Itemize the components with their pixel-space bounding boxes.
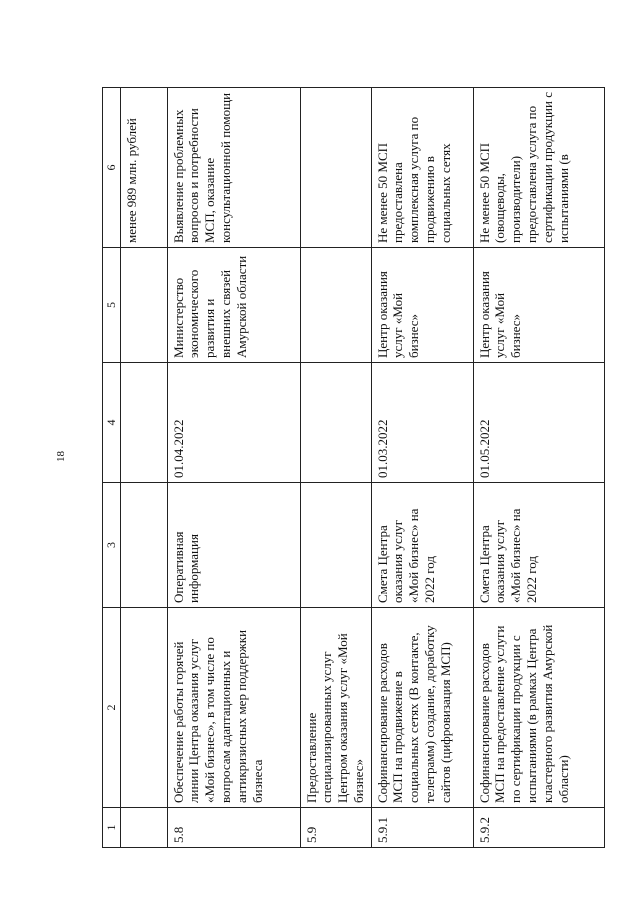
cell-activity: Софинансирование расходов МСП на продвижение в социальных сетях (В контакте, телеграмм) создание, доработку сайтов (цифровизация МСП) [371, 608, 473, 808]
table-row [473, 88, 604, 848]
table-row-continuation [120, 88, 167, 848]
rotated-page-content [102, 88, 607, 848]
cell-result [300, 88, 371, 248]
cell-empty [120, 363, 167, 483]
cell-number: 5.9.2 [473, 808, 604, 848]
header-col-6: 6 [103, 88, 121, 248]
cell-empty [120, 808, 167, 848]
cell-document: Смета Центра оказания услуг «Мой бизнес» на 2022 год [371, 483, 473, 608]
table-row [167, 88, 300, 848]
cell-date: 01.04.2022 [167, 363, 300, 483]
cell-activity: Софинансирование расходов МСП на предоставление услуги по сертификации продукции с испытаниями (в рамках Центра кластерного развития Амурской области) [473, 608, 604, 808]
cell-empty [120, 608, 167, 808]
cell-result: Не менее 50 МСП предоставлена комплексная услуга по продвижению в социальных сетях [371, 88, 473, 248]
cell-number: 5.9.1 [371, 808, 473, 848]
cell-date: 01.05.2022 [473, 363, 604, 483]
cell-document [300, 483, 371, 608]
header-col-4: 4 [103, 363, 121, 483]
cell-number: 5.9 [300, 808, 371, 848]
cell-document: Смета Центра оказания услуг «Мой бизнес» на 2022 год [473, 483, 604, 608]
cell-date: 01.03.2022 [371, 363, 473, 483]
cell-result: Не менее 50 МСП (овощеводы, производители) предоставлена услуга по сертификации продукции с испытаниями (в [473, 88, 604, 248]
cell-responsible [300, 248, 371, 363]
cell-empty [120, 483, 167, 608]
header-col-5: 5 [103, 248, 121, 363]
table-row [371, 88, 473, 848]
cell-result: Выявление проблемных вопросов и потребности МСП, оказание консультационной помощи [167, 88, 300, 248]
cell-responsible: Центр оказания услуг «Мой бизнес» [371, 248, 473, 363]
cell-empty [120, 248, 167, 363]
cell-number: 5.8 [167, 808, 300, 848]
table-header-row [103, 88, 121, 848]
cell-activity: Обеспечение работы горячей линии Центра оказания услуг «Мой бизнес», в том числе по вопросам адаптационных и антикризисных мер поддержки бизнеса [167, 608, 300, 808]
cell-activity: Предоставление специализированных услуг Центром оказания услуг «Мой бизнес» [300, 608, 371, 808]
cell-responsible: Министерство экономического развития и внешних связей Амурской области [167, 248, 300, 363]
table-row [300, 88, 371, 848]
cell-responsible: Центр оказания услуг «Мой бизнес» [473, 248, 604, 363]
header-col-3: 3 [103, 483, 121, 608]
header-col-2: 2 [103, 608, 121, 808]
cell-date [300, 363, 371, 483]
cell-result: менее 989 млн. рублей [120, 88, 167, 248]
page-number: 18 [55, 451, 67, 462]
activity-table [102, 87, 605, 848]
header-col-1: 1 [103, 808, 121, 848]
cell-document: Оперативная информация [167, 483, 300, 608]
